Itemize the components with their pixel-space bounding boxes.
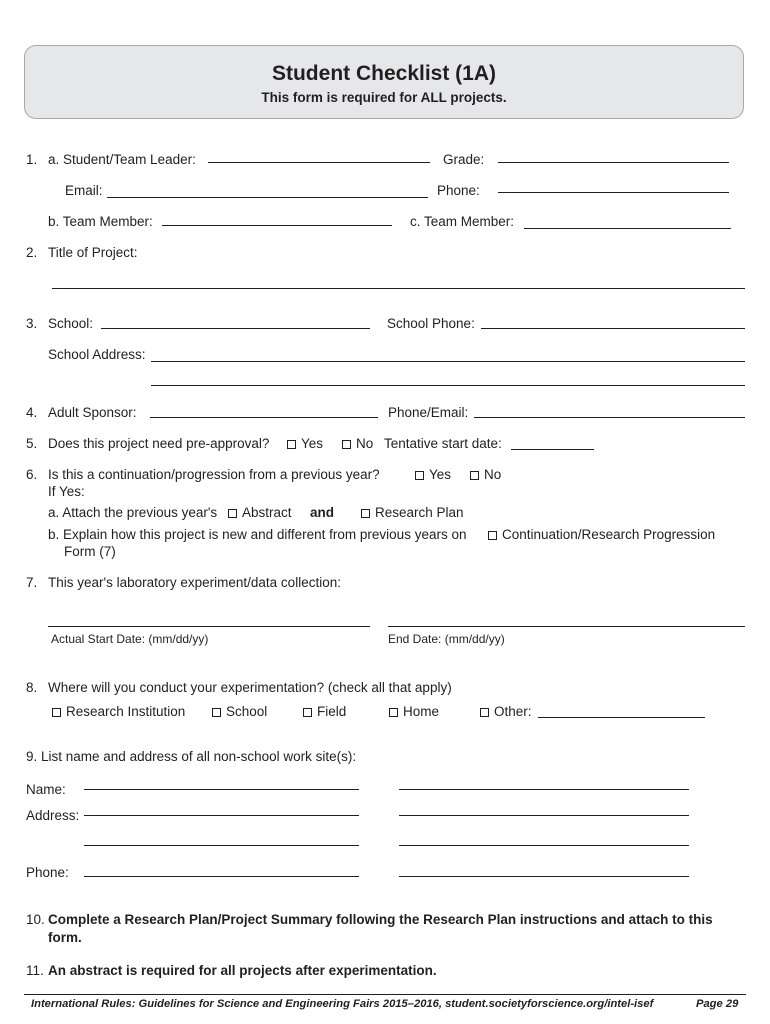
location-field[interactable] <box>303 704 346 719</box>
q1-number: 1. <box>26 152 38 167</box>
and-label: and <box>310 505 335 520</box>
preapproval-yes-label: Yes <box>301 436 324 451</box>
member-c-label: c. Team Member: <box>410 214 515 229</box>
school-label: School: <box>48 316 94 331</box>
worksite-name-label: Name: <box>26 782 66 797</box>
worksite-phone-field-1[interactable] <box>84 876 359 877</box>
location-home[interactable] <box>389 704 439 719</box>
preapproval-no[interactable] <box>342 436 373 451</box>
research-plan-checkbox[interactable] <box>361 509 370 518</box>
email-label: Email: <box>65 183 103 198</box>
preapproval-no-checkbox[interactable] <box>342 440 351 449</box>
end-date-label: End Date: (mm/dd/yy) <box>388 632 505 646</box>
continuation-form-label-2: Form (7) <box>64 544 116 559</box>
worksite-address-label: Address: <box>26 808 80 823</box>
attach-abstract[interactable] <box>228 505 292 520</box>
home-checkbox[interactable] <box>389 708 398 717</box>
sponsor-phone-label: Phone/Email: <box>388 405 469 420</box>
footer-divider <box>24 994 746 995</box>
member-c-field[interactable] <box>524 228 731 229</box>
attach-research-plan[interactable] <box>361 505 464 520</box>
other-field[interactable] <box>538 717 705 718</box>
worksite-name-field-2[interactable] <box>399 789 689 790</box>
continuation-no-label: No <box>484 467 502 482</box>
preapproval-no-label: No <box>356 436 374 451</box>
continuation-question: Is this a continuation/progression from a previous year? <box>48 467 380 482</box>
q7-number: 7. <box>26 575 38 590</box>
q5-number: 5. <box>26 436 38 451</box>
preapproval-question: Does this project need pre-approval? <box>48 436 270 451</box>
q11-number: 11. <box>26 963 44 978</box>
field-option-label: Field <box>317 704 347 719</box>
continuation-form-label: Continuation/Research Progression <box>502 527 716 542</box>
phone-field[interactable] <box>498 192 729 193</box>
member-b-field[interactable] <box>162 225 392 226</box>
continuation-form-checkbox[interactable] <box>488 531 497 540</box>
worksite-phone-field-2[interactable] <box>399 876 689 877</box>
preapproval-yes-checkbox[interactable] <box>287 440 296 449</box>
q8-number: 8. <box>26 680 38 695</box>
q4-number: 4. <box>26 405 38 420</box>
continuation-no[interactable] <box>470 467 501 482</box>
worksite-label: 9. List name and address of all non-school work site(s): <box>26 749 357 764</box>
worksite-address-field-2[interactable] <box>399 815 689 816</box>
continuation-yes-label: Yes <box>429 467 452 482</box>
school-option-label: School <box>226 704 268 719</box>
sponsor-phone-field[interactable] <box>474 417 745 418</box>
leader-field[interactable] <box>208 162 430 163</box>
abstract-label: Abstract <box>242 505 292 520</box>
home-option-label: Home <box>403 704 440 719</box>
continuation-form[interactable] <box>488 527 715 542</box>
title-field[interactable] <box>52 288 745 289</box>
location-question: Where will you conduct your experimentation? (check all that apply) <box>48 680 452 695</box>
school-address-field-2[interactable] <box>151 385 745 386</box>
other-checkbox[interactable] <box>480 708 489 717</box>
field-checkbox[interactable] <box>303 708 312 717</box>
school-phone-label: School Phone: <box>387 316 475 331</box>
q6-number: 6. <box>26 467 38 482</box>
q10-number: 10. <box>26 912 45 927</box>
worksite-name-field-1[interactable] <box>84 789 359 790</box>
location-research-institution[interactable] <box>52 704 185 719</box>
other-option-label: Other: <box>494 704 532 719</box>
research-institution-checkbox[interactable] <box>52 708 61 717</box>
title-label: Title of Project: <box>48 245 138 260</box>
worksite-address-field-1b[interactable] <box>84 845 359 846</box>
preapproval-yes[interactable] <box>287 436 323 451</box>
continuation-yes-checkbox[interactable] <box>415 471 424 480</box>
continuation-no-checkbox[interactable] <box>470 471 479 480</box>
email-field[interactable] <box>107 197 428 198</box>
sponsor-field[interactable] <box>150 417 378 418</box>
worksite-phone-label: Phone: <box>26 865 69 880</box>
school-checkbox[interactable] <box>212 708 221 717</box>
sponsor-label: Adult Sponsor: <box>48 405 137 420</box>
worksite-address-field-1[interactable] <box>84 815 359 816</box>
footer-source: International Rules: Guidelines for Science and Engineering Fairs 2015–2016, student.societyforscience.org/intel-isef <box>31 998 654 1010</box>
if-yes-label: If Yes: <box>48 484 85 499</box>
abstract-instruction: An abstract is required for all projects after experimentation. <box>48 963 437 978</box>
school-phone-field[interactable] <box>481 328 745 329</box>
form-subtitle: This form is required for ALL projects. <box>261 90 507 105</box>
tentative-start-label: Tentative start date: <box>384 436 502 451</box>
leader-label: a. Student/Team Leader: <box>48 152 196 167</box>
page-number: Page 29 <box>696 998 739 1010</box>
location-other[interactable] <box>480 704 532 719</box>
research-institution-label: Research Institution <box>66 704 186 719</box>
worksite-address-field-2b[interactable] <box>399 845 689 846</box>
actual-start-label: Actual Start Date: (mm/dd/yy) <box>51 632 209 646</box>
continuation-yes[interactable] <box>415 467 451 482</box>
school-field[interactable] <box>101 328 370 329</box>
grade-field[interactable] <box>498 162 729 163</box>
attach-text: a. Attach the previous year's <box>48 505 218 520</box>
end-date-field[interactable] <box>388 626 745 627</box>
actual-start-field[interactable] <box>48 626 370 627</box>
research-plan-instruction: Complete a Research Plan/Project Summary following the Research Plan instructions and attach to this <box>48 912 713 927</box>
research-plan-label: Research Plan <box>375 505 464 520</box>
grade-label: Grade: <box>443 152 485 167</box>
location-school[interactable] <box>212 704 267 719</box>
abstract-checkbox[interactable] <box>228 509 237 518</box>
form-title: Student Checklist (1A) <box>271 62 497 85</box>
tentative-start-field[interactable] <box>511 449 594 450</box>
research-plan-instruction-2: form. <box>48 930 82 945</box>
q3-number: 3. <box>26 316 38 331</box>
lab-experiment-label: This year's laboratory experiment/data collection: <box>48 575 341 590</box>
member-b-label: b. Team Member: <box>48 214 153 229</box>
phone-label: Phone: <box>437 183 480 198</box>
school-address-field[interactable] <box>151 361 745 362</box>
explain-text: b. Explain how this project is new and different from previous years on <box>48 527 467 542</box>
q2-number: 2. <box>26 245 38 260</box>
form-header <box>24 45 744 119</box>
school-address-label: School Address: <box>48 347 146 362</box>
